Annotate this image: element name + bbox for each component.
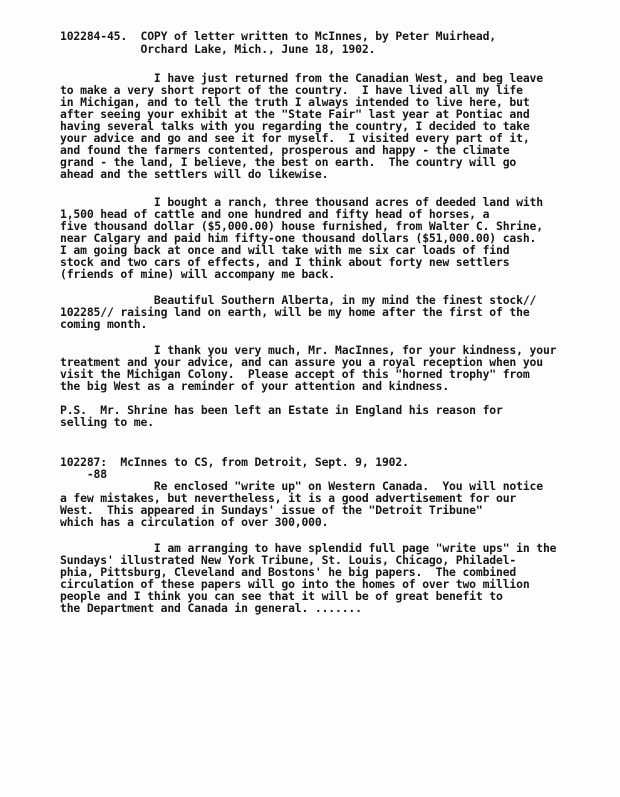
doc-line: circulation of these papers will go into the homes of over two million <box>60 577 530 591</box>
doc-line: and found the farmers contented, prosperous and happy - the climate <box>60 143 510 157</box>
doc-line: Sundays' illustrated New York Tribune, St. Louis, Chicago, Philadel- <box>60 553 517 567</box>
doc-line: Re enclosed "write up" on Western Canada. You will notice <box>60 479 543 493</box>
doc-line: five thousand dollar ($5,000.00) house furnished, from Walter C. Shrine, <box>60 219 543 233</box>
doc-line: I am going back at once and will take with me six car loads of find <box>60 243 510 257</box>
doc-line: your advice and go and see it for myself. I visited every part of it, <box>60 131 530 145</box>
doc-line: stock and two cars of effects, and I think about forty new settlers <box>60 255 510 269</box>
doc-line: I am arranging to have splendid full page "write ups" in the <box>60 541 557 555</box>
doc-line: I bought a ranch, three thousand acres of deeded land with <box>60 195 543 209</box>
doc-line: to make a very short report of the country. I have lived all my life <box>60 83 523 97</box>
doc-line: the big West as a reminder of your attention and kindness. <box>60 379 450 393</box>
doc-line: phia, Pittsburg, Cleveland and Bostons' he big papers. The combined <box>60 565 517 579</box>
doc-line: 102284-45. COPY of letter written to McInnes, by Peter Muirhead, <box>60 29 497 43</box>
doc-line: I thank you very much, Mr. MacInnes, for your kindness, your <box>60 343 557 357</box>
doc-line: ahead and the settlers will do likewise. <box>60 167 329 181</box>
doc-line: I have just returned from the Canadian West, and beg leave <box>60 71 543 85</box>
doc-line: Beautiful Southern Alberta, in my mind the finest stock// <box>60 293 537 307</box>
doc-line: treatment and your advice, and can assure you a royal reception when you <box>60 355 543 369</box>
doc-line: in Michigan, and to tell the truth I always intended to live here, but <box>60 95 530 109</box>
doc-line: after seeing your exhibit at the "State Fair" last year at Pontiac and <box>60 107 530 121</box>
doc-line: people and I think you can see that it will be of great benefit to <box>60 589 503 603</box>
doc-line: visit the Michigan Colony. Please accept of this "horned trophy" from <box>60 367 530 381</box>
doc-line: 102285// raising land on earth, will be my home after the first of the <box>60 305 530 319</box>
doc-line: selling to me. <box>60 415 154 429</box>
doc-line: the Department and Canada in general. ....... <box>60 601 362 615</box>
doc-line: 1,500 head of cattle and one hundred and fifty head of horses, a <box>60 207 490 221</box>
doc-line: coming month. <box>60 317 148 331</box>
doc-line: 102287: McInnes to CS, from Detroit, Sept. 9, 1902. <box>60 455 409 469</box>
doc-line: which has a circulation of over 300,000. <box>60 515 329 529</box>
doc-line: grand - the land, I believe, the best on earth. The country will go <box>60 155 517 169</box>
doc-line: a few mistakes, but nevertheless, it is a good advertisement for our <box>60 491 517 505</box>
doc-line: near Calgary and paid him fifty-one thousand dollars ($51,000.00) cash. <box>60 231 537 245</box>
doc-line: West. This appeared in Sundays' issue of the "Detroit Tribune" <box>60 503 483 517</box>
doc-line: having several talks with you regarding the country, I decided to take <box>60 119 530 133</box>
doc-line: -88 <box>60 467 107 481</box>
doc-line: P.S. Mr. Shrine has been left an Estate in England his reason for <box>60 403 503 417</box>
doc-line: Orchard Lake, Mich., June 18, 1902. <box>60 42 376 56</box>
doc-line: (friends of mine) will accompany me back. <box>60 267 336 281</box>
